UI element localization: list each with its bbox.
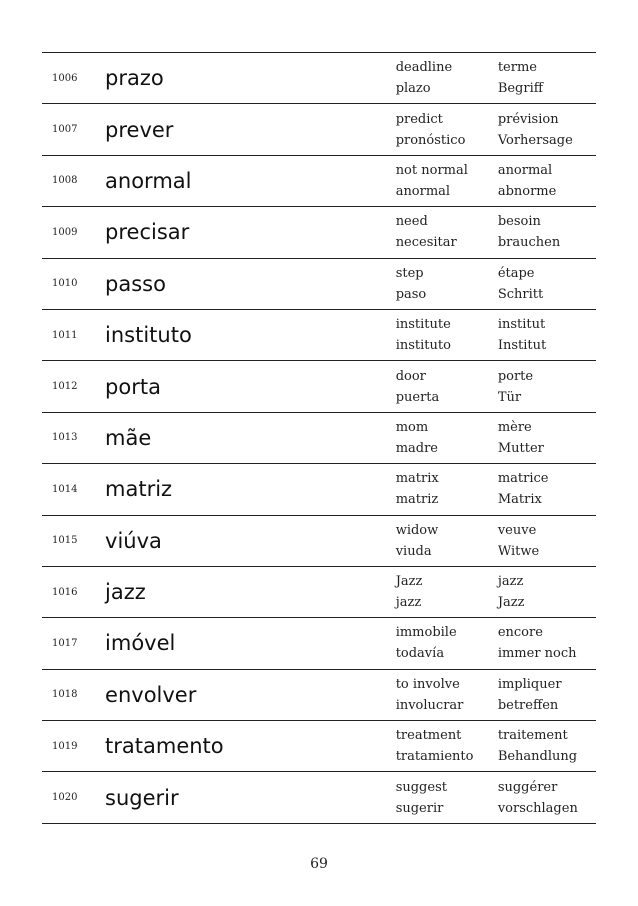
table-row [42,104,596,155]
portuguese-word: prazo [105,66,164,91]
entry-number: 1010 [52,278,78,290]
french-translation: matrice [497,471,549,487]
entry-number: 1017 [52,637,78,649]
english-translation: door [395,368,426,384]
spanish-translation: jazz [395,595,422,611]
german-translation: Schritt [497,286,544,302]
french-translation: jazz [497,574,524,590]
spanish-translation: sugerir [395,800,444,816]
spanish-translation: involucrar [395,697,464,713]
english-translation: not normal [395,162,468,178]
french-translation: impliquer [497,676,562,692]
table-row [42,156,596,207]
entry-number: 1006 [52,72,78,84]
translation-column-en-es [396,417,498,459]
german-translation: Mutter [497,440,544,456]
entry-number: 1008 [52,175,78,187]
translation-column-fr-de [498,520,596,562]
portuguese-word: porta [105,374,161,399]
german-translation: brauchen [497,235,561,251]
entry-number: 1019 [52,740,78,752]
portuguese-word: tratamento [105,734,224,759]
french-translation: anormal [497,162,553,178]
portuguese-word: precisar [105,220,190,245]
english-translation: Jazz [395,574,423,590]
table-row [42,772,596,823]
german-translation: betreffen [497,697,559,713]
translation-column-fr-de [498,314,596,356]
vocabulary-table [42,52,596,824]
spanish-translation: instituto [395,338,451,354]
english-translation: treatment [395,728,462,744]
portuguese-word: jazz [105,580,146,605]
german-translation: Jazz [497,595,525,611]
entry-number: 1018 [52,689,78,701]
translation-column-fr-de [498,571,596,613]
french-translation: traitement [497,728,568,744]
spanish-translation: necesitar [395,235,457,251]
french-translation: mère [497,419,532,435]
entry-number: 1015 [52,535,78,547]
entry-number: 1011 [52,329,78,341]
table-row [42,361,596,412]
translation-column-en-es [396,777,498,819]
spanish-translation: plazo [395,81,431,97]
translation-column-en-es [396,571,498,613]
portuguese-word: mãe [105,425,152,450]
german-translation: Matrix [497,492,542,508]
spanish-translation: puerta [395,389,440,405]
table-row [42,53,596,104]
english-translation: widow [395,522,439,538]
portuguese-word: matriz [105,477,173,502]
table-row [42,310,596,361]
translation-column-fr-de [498,57,596,99]
spanish-translation: todavía [395,646,445,662]
table-row [42,567,596,618]
portuguese-word: prever [105,117,174,142]
portuguese-word: imóvel [105,631,176,656]
portuguese-word: viúva [105,528,162,553]
french-translation: prévision [497,111,559,127]
english-translation: suggest [395,779,447,795]
portuguese-word: sugerir [105,785,179,810]
entry-number: 1013 [52,432,78,444]
portuguese-word: passo [105,271,166,296]
german-translation: vorschlagen [497,800,578,816]
spanish-translation: paso [395,286,427,302]
table-row [42,464,596,515]
table-row [42,207,596,258]
translation-column-en-es [396,211,498,253]
translation-column-en-es [396,468,498,510]
english-translation: predict [395,111,443,127]
spanish-translation: anormal [395,183,451,199]
entry-number: 1020 [52,792,78,804]
translation-column-fr-de [498,109,596,151]
french-translation: encore [497,625,543,641]
translation-column-en-es [396,366,498,408]
translation-column-fr-de [498,417,596,459]
english-translation: to involve [395,676,460,692]
translation-column-en-es [396,622,498,664]
english-translation: mom [395,419,429,435]
translation-column-fr-de [498,777,596,819]
translation-column-fr-de [498,366,596,408]
english-translation: deadline [395,60,453,76]
translation-column-en-es [396,674,498,716]
german-translation: Begriff [497,81,543,97]
translation-column-fr-de [498,725,596,767]
english-translation: immobile [395,625,457,641]
table-row [42,618,596,669]
spanish-translation: matriz [395,492,439,508]
spanish-translation: pronóstico [395,132,466,148]
translation-column-en-es [396,520,498,562]
french-translation: terme [497,60,537,76]
translation-column-en-es [396,314,498,356]
translation-column-fr-de [498,674,596,716]
portuguese-word: envolver [105,682,197,707]
portuguese-word: instituto [105,323,192,348]
translation-column-fr-de [498,468,596,510]
entry-number: 1016 [52,586,78,598]
french-translation: veuve [497,522,537,538]
translation-column-en-es [396,57,498,99]
translation-column-fr-de [498,263,596,305]
french-translation: porte [497,368,534,384]
german-translation: Witwe [497,543,540,559]
entry-number: 1007 [52,124,78,136]
translation-column-en-es [396,160,498,202]
translation-column-en-es [396,263,498,305]
german-translation: Institut [497,338,547,354]
spanish-translation: tratamiento [395,749,474,765]
translation-column-en-es [396,725,498,767]
french-translation: suggérer [497,779,558,795]
english-translation: institute [395,317,451,333]
french-translation: besoin [497,214,541,230]
page-number: 69 [310,856,328,872]
english-translation: need [395,214,428,230]
german-translation: immer noch [497,646,577,662]
translation-column-fr-de [498,160,596,202]
table-row [42,670,596,721]
german-translation: Tür [497,389,522,405]
german-translation: Behandlung [497,749,578,765]
english-translation: step [395,265,424,281]
english-translation: matrix [395,471,439,487]
spanish-translation: madre [395,440,438,456]
table-row [42,259,596,310]
entry-number: 1012 [52,381,78,393]
table-row [42,516,596,567]
portuguese-word: anormal [105,168,192,193]
entry-number: 1009 [52,226,78,238]
table-row [42,721,596,772]
german-translation: Vorhersage [497,132,573,148]
french-translation: institut [497,317,546,333]
french-translation: étape [497,265,535,281]
translation-column-en-es [396,109,498,151]
translation-column-fr-de [498,622,596,664]
entry-number: 1014 [52,483,78,495]
spanish-translation: viuda [395,543,432,559]
translation-column-fr-de [498,211,596,253]
table-row [42,413,596,464]
german-translation: abnorme [497,183,557,199]
